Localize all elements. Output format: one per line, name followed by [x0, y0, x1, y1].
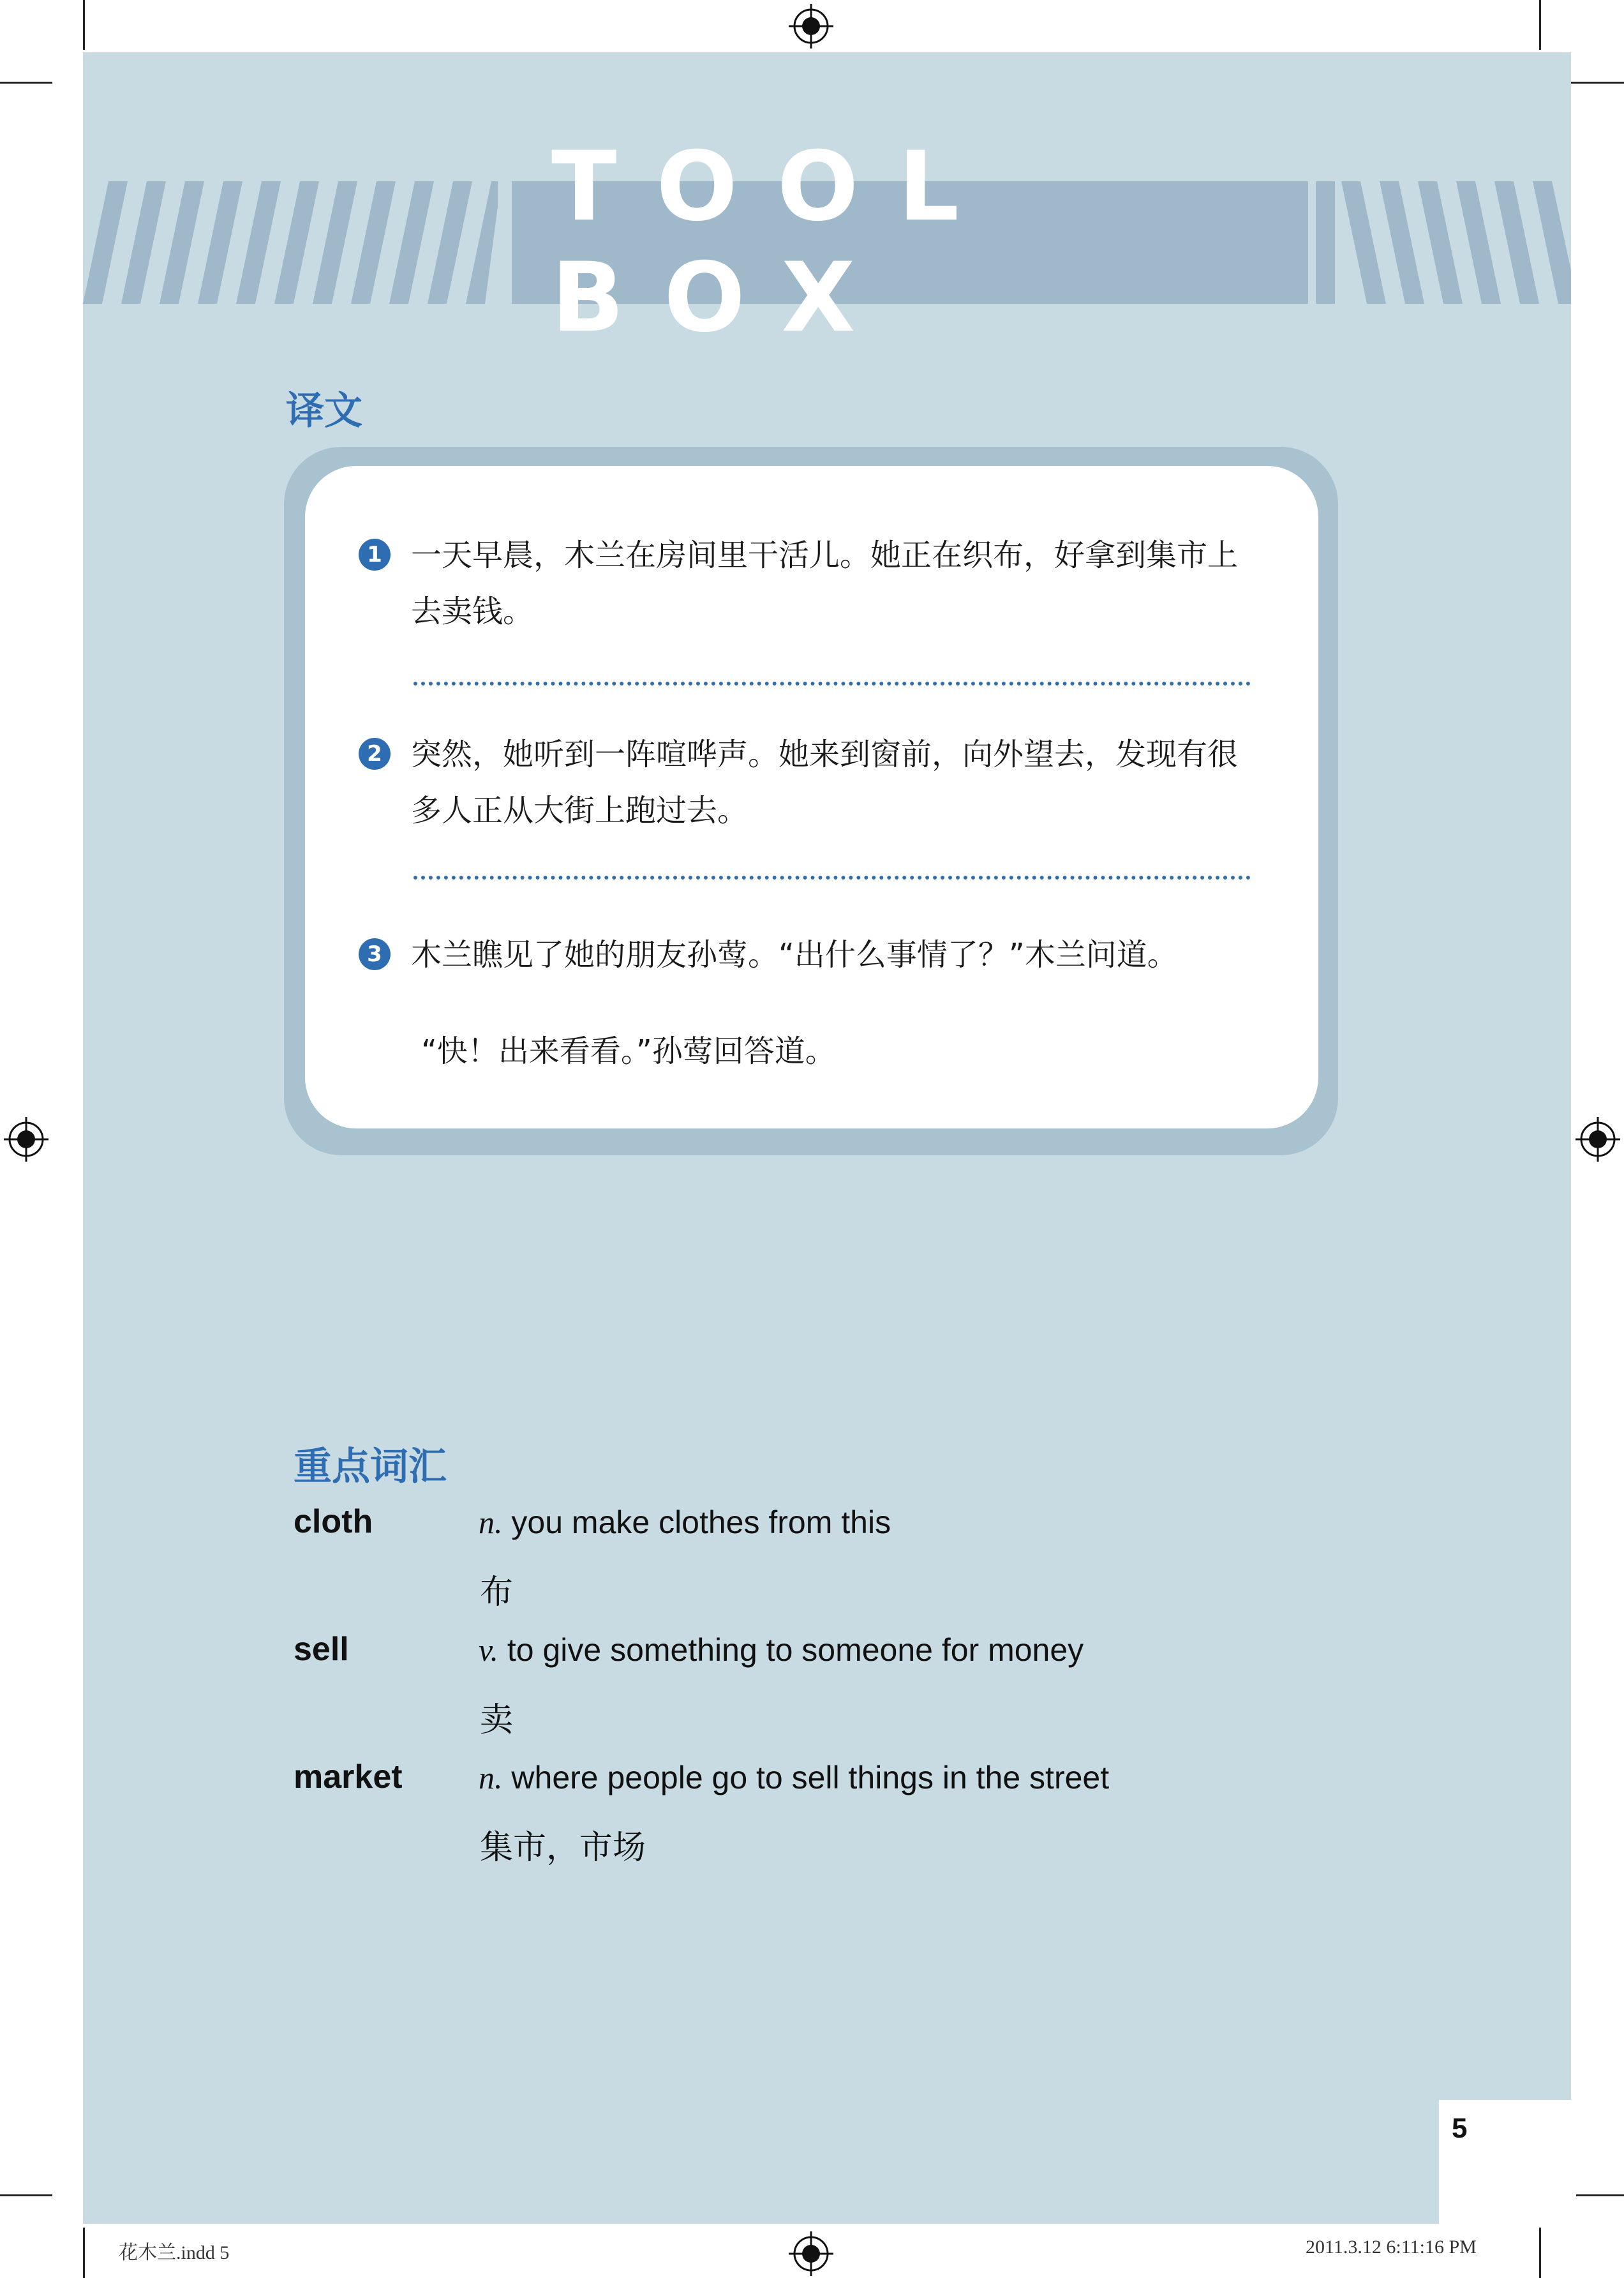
- page-number: 5: [1452, 2113, 1468, 2144]
- paragraph-text: 一天早晨，木兰在房间里干活儿。她正在织布，好拿到集市上去卖钱。: [411, 537, 1239, 629]
- vocab-chinese: 卖: [480, 1701, 514, 1739]
- tool-box-title: TOOL BOX: [551, 131, 999, 354]
- trim-mark: [1571, 2194, 1624, 2196]
- vocab-definition: [479, 1759, 1109, 1796]
- trim-mark: [83, 2228, 85, 2278]
- paragraph-text: 木兰瞧见了她的朋友孙莺。“出什么事情了？”木兰问道。: [411, 937, 1178, 973]
- trim-mark: [1539, 0, 1541, 50]
- translation-heading: 译文: [286, 389, 362, 433]
- trim-mark: [0, 82, 52, 84]
- part-of-speech: n.: [479, 1760, 503, 1795]
- vocab-definition: [479, 1631, 1084, 1668]
- trim-mark: [1571, 82, 1624, 84]
- vocab-chinese: 布: [480, 1573, 514, 1612]
- part-of-speech: n.: [479, 1504, 503, 1540]
- paragraph-text: 突然，她听到一阵喧哗声。她来到窗前，向外望去，发现有很多人正从大街上跑过去。: [411, 737, 1239, 828]
- stripe-decoration-right: [1316, 181, 1571, 304]
- paragraph-number-badge: 1: [359, 539, 391, 571]
- vocabulary-heading: 重点词汇: [294, 1444, 447, 1489]
- slug-filename: 花木兰.indd 5: [119, 2242, 230, 2263]
- trim-mark: [1539, 2228, 1541, 2278]
- registration-mark-icon: [4, 1117, 48, 1162]
- vocab-word: market: [294, 1758, 403, 1795]
- trim-mark: [0, 2194, 52, 2196]
- paragraph-number-badge: 3: [359, 938, 391, 970]
- registration-mark-icon: [1576, 1117, 1620, 1162]
- paragraph-number-badge: 2: [359, 738, 391, 770]
- trim-mark: [83, 0, 85, 50]
- dotted-divider: [413, 682, 1251, 686]
- dotted-divider: [413, 876, 1251, 880]
- definition-text: where people go to sell things in the street: [511, 1760, 1110, 1795]
- definition-text: you make clothes from this: [511, 1504, 891, 1540]
- tool-box-header: [83, 131, 1571, 354]
- slug-timestamp: 2011.3.12 6:11:16 PM: [1306, 2237, 1477, 2258]
- vocab-definition: [479, 1504, 891, 1541]
- vocab-word: sell: [294, 1631, 349, 1668]
- tool-box-title-bar: [512, 131, 1308, 354]
- registration-mark-icon: [789, 4, 833, 49]
- registration-mark-icon: [789, 2231, 833, 2276]
- part-of-speech: v.: [479, 1632, 498, 1668]
- stripe-decoration-left: [83, 181, 498, 304]
- translation-quote: “快！出来看看。”孙莺回答道。: [421, 1033, 836, 1069]
- vocab-word: cloth: [294, 1503, 373, 1540]
- definition-text: to give something to someone for money: [507, 1632, 1084, 1668]
- vocab-chinese: 集市，市场: [480, 1829, 646, 1867]
